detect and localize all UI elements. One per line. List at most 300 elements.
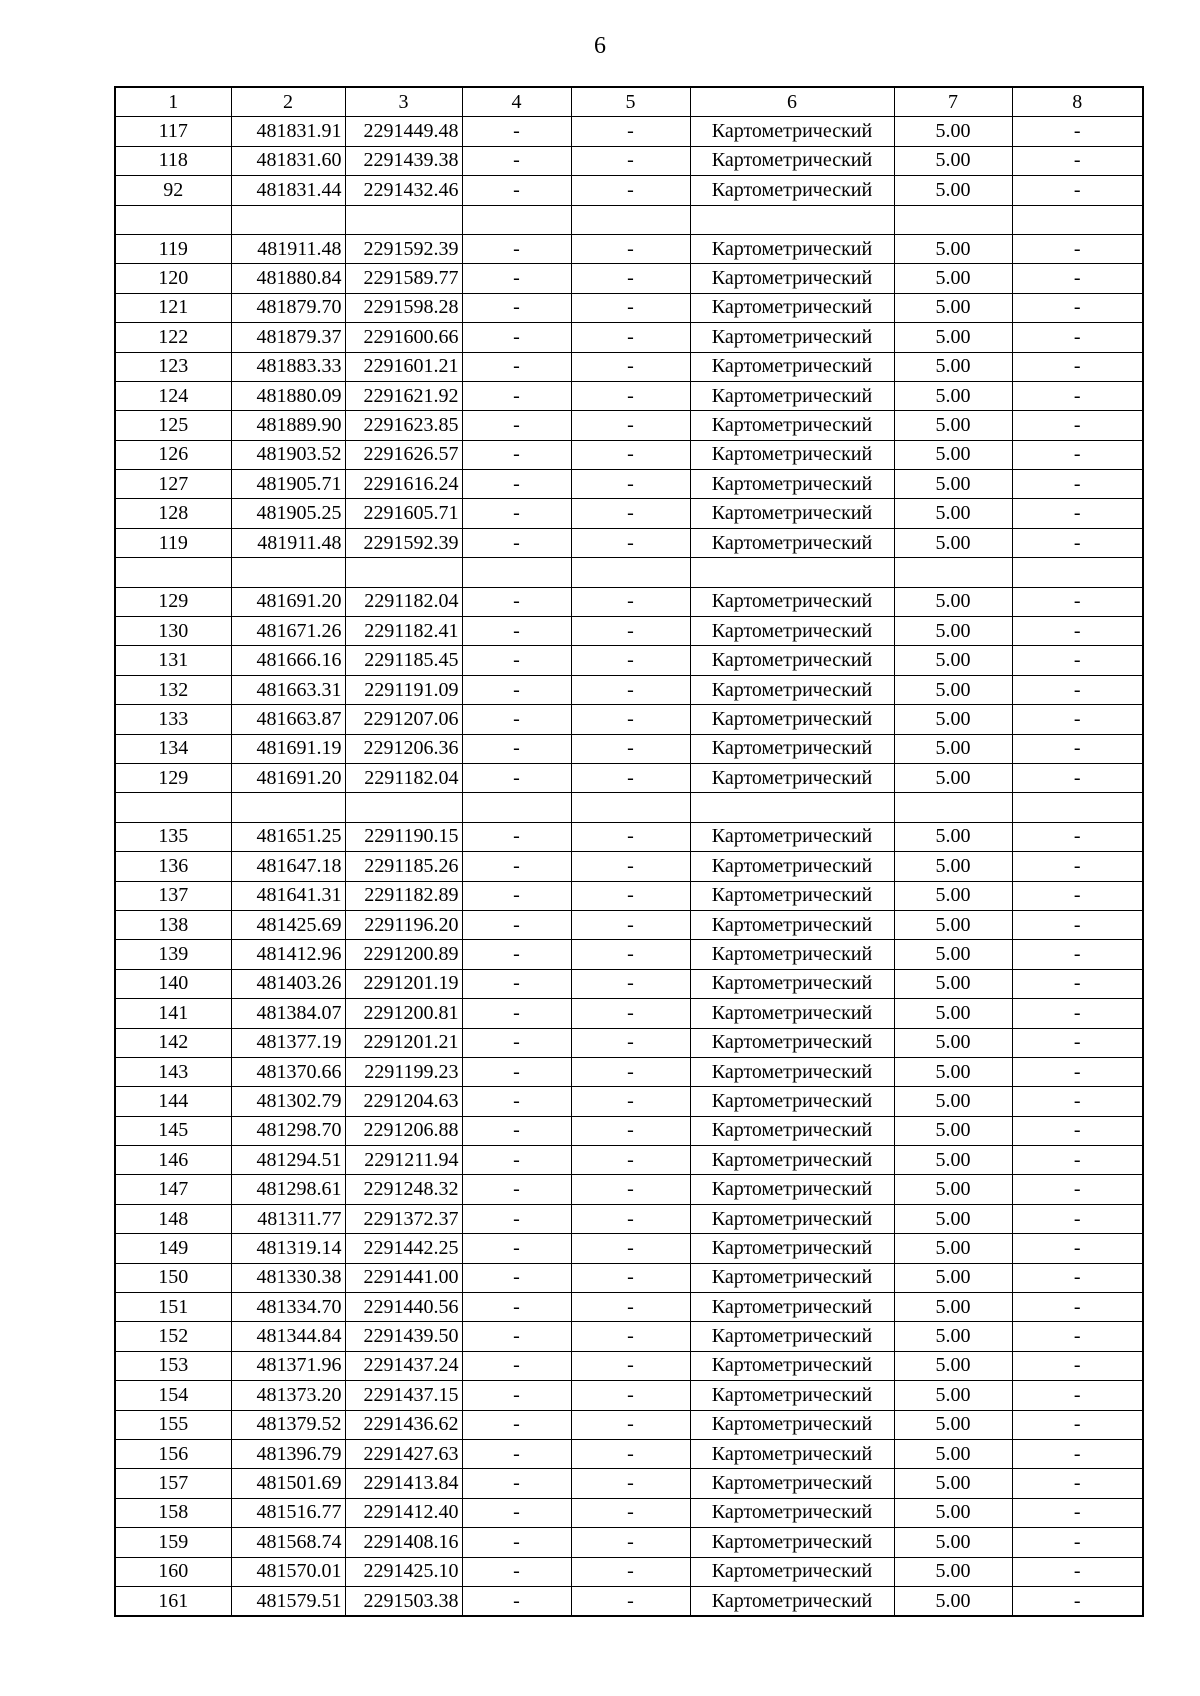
col4-cell [462, 793, 571, 822]
method-cell: Картометрический [690, 1116, 894, 1145]
col4-cell: - [462, 646, 571, 675]
col8-cell [1012, 205, 1143, 234]
col5-cell [571, 793, 690, 822]
col5-cell: - [571, 440, 690, 469]
col4-cell: - [462, 1586, 571, 1616]
point-number-cell: 158 [115, 1498, 231, 1527]
col5-cell: - [571, 763, 690, 792]
x-coordinate-cell: 481294.51 [231, 1146, 345, 1175]
y-coordinate-cell: 2291191.09 [345, 675, 462, 704]
table-row [115, 999, 1143, 1028]
col4-cell: - [462, 293, 571, 322]
y-coordinate-cell: 2291449.48 [345, 117, 462, 146]
table-row [115, 1586, 1143, 1616]
point-number-cell: 125 [115, 411, 231, 440]
y-coordinate-cell: 2291616.24 [345, 470, 462, 499]
col4-cell: - [462, 1293, 571, 1322]
y-coordinate-cell: 2291601.21 [345, 352, 462, 381]
y-coordinate-cell: 2291442.25 [345, 1234, 462, 1263]
x-coordinate-cell: 481396.79 [231, 1439, 345, 1468]
table-row [115, 411, 1143, 440]
point-number-cell: 126 [115, 440, 231, 469]
col5-cell: - [571, 352, 690, 381]
col5-cell: - [571, 528, 690, 557]
point-number-cell: 155 [115, 1410, 231, 1439]
y-coordinate-cell: 2291185.45 [345, 646, 462, 675]
method-cell [690, 558, 894, 587]
col5-cell: - [571, 293, 690, 322]
x-coordinate-cell: 481880.09 [231, 381, 345, 410]
col8-cell: - [1012, 1528, 1143, 1557]
x-coordinate-cell: 481879.70 [231, 293, 345, 322]
col8-cell: - [1012, 940, 1143, 969]
table-row [115, 205, 1143, 234]
col4-cell [462, 205, 571, 234]
col5-cell: - [571, 1381, 690, 1410]
accuracy-cell: 5.00 [894, 1322, 1012, 1351]
method-cell: Картометрический [690, 705, 894, 734]
method-cell: Картометрический [690, 1498, 894, 1527]
point-number-cell: 161 [115, 1586, 231, 1616]
col4-cell: - [462, 940, 571, 969]
col8-cell: - [1012, 999, 1143, 1028]
table-row [115, 1557, 1143, 1586]
method-cell: Картометрический [690, 1351, 894, 1380]
table-row [115, 1057, 1143, 1086]
col4-cell: - [462, 1557, 571, 1586]
method-cell: Картометрический [690, 1469, 894, 1498]
point-number-cell: 152 [115, 1322, 231, 1351]
point-number-cell: 151 [115, 1293, 231, 1322]
table-row [115, 146, 1143, 175]
point-number-cell: 153 [115, 1351, 231, 1380]
method-cell: Картометрический [690, 1234, 894, 1263]
accuracy-cell [894, 558, 1012, 587]
col5-cell: - [571, 1322, 690, 1351]
col5-cell: - [571, 1586, 690, 1616]
method-cell: Картометрический [690, 470, 894, 499]
col8-cell: - [1012, 852, 1143, 881]
col8-cell: - [1012, 1116, 1143, 1145]
point-number-cell: 141 [115, 999, 231, 1028]
x-coordinate-cell: 481298.61 [231, 1175, 345, 1204]
point-number-cell: 119 [115, 528, 231, 557]
col5-cell: - [571, 499, 690, 528]
method-cell: Картометрический [690, 1439, 894, 1468]
accuracy-cell: 5.00 [894, 234, 1012, 263]
col5-cell: - [571, 1116, 690, 1145]
method-cell: Картометрический [690, 1557, 894, 1586]
col8-cell: - [1012, 617, 1143, 646]
x-coordinate-cell: 481671.26 [231, 617, 345, 646]
method-cell: Картометрический [690, 1057, 894, 1086]
col8-cell: - [1012, 1175, 1143, 1204]
table-row [115, 352, 1143, 381]
point-number-cell: 130 [115, 617, 231, 646]
col8-cell: - [1012, 1263, 1143, 1292]
x-coordinate-cell: 481651.25 [231, 822, 345, 851]
col5-cell: - [571, 1439, 690, 1468]
accuracy-cell: 5.00 [894, 1351, 1012, 1380]
accuracy-cell: 5.00 [894, 1293, 1012, 1322]
table-row [115, 558, 1143, 587]
col8-cell: - [1012, 734, 1143, 763]
point-number-cell: 143 [115, 1057, 231, 1086]
col4-cell: - [462, 1381, 571, 1410]
point-number-cell: 118 [115, 146, 231, 175]
col4-cell: - [462, 881, 571, 910]
y-coordinate-cell: 2291211.94 [345, 1146, 462, 1175]
accuracy-cell: 5.00 [894, 705, 1012, 734]
x-coordinate-cell: 481330.38 [231, 1263, 345, 1292]
accuracy-cell: 5.00 [894, 264, 1012, 293]
col8-cell: - [1012, 440, 1143, 469]
col5-cell: - [571, 852, 690, 881]
col8-cell: - [1012, 1351, 1143, 1380]
point-number-cell: 133 [115, 705, 231, 734]
col8-cell: - [1012, 1498, 1143, 1527]
y-coordinate-cell: 2291206.88 [345, 1116, 462, 1145]
col8-cell: - [1012, 411, 1143, 440]
method-cell: Картометрический [690, 1175, 894, 1204]
table-row [115, 117, 1143, 146]
col5-cell: - [571, 1204, 690, 1233]
col8-cell: - [1012, 470, 1143, 499]
col8-cell: - [1012, 499, 1143, 528]
table-row [115, 587, 1143, 616]
table-row [115, 705, 1143, 734]
table-row [115, 499, 1143, 528]
accuracy-cell: 5.00 [894, 881, 1012, 910]
accuracy-cell: 5.00 [894, 999, 1012, 1028]
col5-cell: - [571, 1528, 690, 1557]
y-coordinate-cell: 2291436.62 [345, 1410, 462, 1439]
x-coordinate-cell: 481666.16 [231, 646, 345, 675]
y-coordinate-cell: 2291605.71 [345, 499, 462, 528]
accuracy-cell: 5.00 [894, 323, 1012, 352]
col5-cell: - [571, 1498, 690, 1527]
y-coordinate-cell [345, 558, 462, 587]
table-row [115, 1204, 1143, 1233]
table-row [115, 1116, 1143, 1145]
point-number-cell: 135 [115, 822, 231, 851]
col8-cell [1012, 558, 1143, 587]
col5-cell: - [571, 969, 690, 998]
y-coordinate-cell: 2291372.37 [345, 1204, 462, 1233]
x-coordinate-cell: 481298.70 [231, 1116, 345, 1145]
accuracy-cell: 5.00 [894, 910, 1012, 939]
method-cell: Картометрический [690, 852, 894, 881]
x-coordinate-cell: 481568.74 [231, 1528, 345, 1557]
accuracy-cell: 5.00 [894, 1498, 1012, 1527]
col5-cell: - [571, 176, 690, 205]
method-cell: Картометрический [690, 234, 894, 263]
col4-cell: - [462, 969, 571, 998]
col5-cell [571, 558, 690, 587]
point-number-cell: 131 [115, 646, 231, 675]
y-coordinate-cell: 2291412.40 [345, 1498, 462, 1527]
x-coordinate-cell [231, 205, 345, 234]
col4-cell: - [462, 1469, 571, 1498]
col5-cell: - [571, 999, 690, 1028]
col8-cell: - [1012, 381, 1143, 410]
col8-cell: - [1012, 1146, 1143, 1175]
col4-cell: - [462, 470, 571, 499]
col8-cell: - [1012, 176, 1143, 205]
col4-cell: - [462, 234, 571, 263]
point-number-cell [115, 793, 231, 822]
x-coordinate-cell: 481831.44 [231, 176, 345, 205]
table-row [115, 940, 1143, 969]
x-coordinate-cell: 481371.96 [231, 1351, 345, 1380]
accuracy-cell: 5.00 [894, 646, 1012, 675]
accuracy-cell: 5.00 [894, 1410, 1012, 1439]
accuracy-cell: 5.00 [894, 587, 1012, 616]
col4-cell: - [462, 117, 571, 146]
accuracy-cell: 5.00 [894, 617, 1012, 646]
method-cell: Картометрический [690, 1528, 894, 1557]
accuracy-cell: 5.00 [894, 1175, 1012, 1204]
table-row [115, 1498, 1143, 1527]
accuracy-cell: 5.00 [894, 146, 1012, 175]
accuracy-cell: 5.00 [894, 675, 1012, 704]
col5-cell: - [571, 234, 690, 263]
y-coordinate-cell: 2291182.04 [345, 587, 462, 616]
col8-cell: - [1012, 969, 1143, 998]
point-number-cell: 139 [115, 940, 231, 969]
point-number-cell: 146 [115, 1146, 231, 1175]
point-number-cell: 149 [115, 1234, 231, 1263]
accuracy-cell: 5.00 [894, 1028, 1012, 1057]
col8-cell: - [1012, 1087, 1143, 1116]
table-row [115, 234, 1143, 263]
col5-cell: - [571, 734, 690, 763]
method-cell: Картометрический [690, 1028, 894, 1057]
accuracy-cell: 5.00 [894, 293, 1012, 322]
y-coordinate-cell: 2291413.84 [345, 1469, 462, 1498]
table-row [115, 646, 1143, 675]
x-coordinate-cell: 481903.52 [231, 440, 345, 469]
col4-cell: - [462, 1498, 571, 1527]
y-coordinate-cell: 2291589.77 [345, 264, 462, 293]
method-cell: Картометрический [690, 1293, 894, 1322]
col4-cell: - [462, 1263, 571, 1292]
method-cell: Картометрический [690, 1146, 894, 1175]
x-coordinate-cell: 481663.31 [231, 675, 345, 704]
table-row [115, 852, 1143, 881]
y-coordinate-cell: 2291182.89 [345, 881, 462, 910]
col4-cell: - [462, 910, 571, 939]
col8-cell: - [1012, 264, 1143, 293]
y-coordinate-cell: 2291439.38 [345, 146, 462, 175]
method-cell: Картометрический [690, 146, 894, 175]
x-coordinate-cell: 481570.01 [231, 1557, 345, 1586]
x-coordinate-cell: 481889.90 [231, 411, 345, 440]
table-row [115, 1087, 1143, 1116]
col4-cell: - [462, 587, 571, 616]
col5-cell: - [571, 1557, 690, 1586]
y-coordinate-cell: 2291439.50 [345, 1322, 462, 1351]
col4-cell: - [462, 323, 571, 352]
point-number-cell: 132 [115, 675, 231, 704]
y-coordinate-cell: 2291621.92 [345, 381, 462, 410]
col5-cell: - [571, 940, 690, 969]
col8-cell: - [1012, 910, 1143, 939]
method-cell: Картометрический [690, 176, 894, 205]
y-coordinate-cell: 2291190.15 [345, 822, 462, 851]
x-coordinate-cell: 481379.52 [231, 1410, 345, 1439]
x-coordinate-cell: 481319.14 [231, 1234, 345, 1263]
col8-cell: - [1012, 1410, 1143, 1439]
col5-cell: - [571, 1469, 690, 1498]
table-row [115, 1469, 1143, 1498]
y-coordinate-cell: 2291200.81 [345, 999, 462, 1028]
col5-cell: - [571, 323, 690, 352]
y-coordinate-cell: 2291182.04 [345, 763, 462, 792]
x-coordinate-cell: 481302.79 [231, 1087, 345, 1116]
col4-cell: - [462, 1410, 571, 1439]
table-row [115, 323, 1143, 352]
col4-cell: - [462, 852, 571, 881]
col8-cell: - [1012, 881, 1143, 910]
column-header: 3 [345, 87, 462, 117]
method-cell: Картометрический [690, 440, 894, 469]
point-number-cell: 129 [115, 763, 231, 792]
point-number-cell: 140 [115, 969, 231, 998]
accuracy-cell: 5.00 [894, 763, 1012, 792]
col5-cell: - [571, 675, 690, 704]
accuracy-cell: 5.00 [894, 1528, 1012, 1557]
table-row [115, 470, 1143, 499]
col4-cell: - [462, 1175, 571, 1204]
y-coordinate-cell: 2291207.06 [345, 705, 462, 734]
column-header: 4 [462, 87, 571, 117]
table-row [115, 763, 1143, 792]
accuracy-cell: 5.00 [894, 852, 1012, 881]
col5-cell: - [571, 1293, 690, 1322]
coordinates-table [114, 86, 1144, 1617]
accuracy-cell: 5.00 [894, 1381, 1012, 1410]
method-cell: Картометрический [690, 352, 894, 381]
table-row [115, 528, 1143, 557]
accuracy-cell: 5.00 [894, 352, 1012, 381]
method-cell: Картометрический [690, 293, 894, 322]
table-row [115, 176, 1143, 205]
col4-cell: - [462, 999, 571, 1028]
y-coordinate-cell: 2291206.36 [345, 734, 462, 763]
col8-cell: - [1012, 1057, 1143, 1086]
column-header: 7 [894, 87, 1012, 117]
col4-cell: - [462, 352, 571, 381]
accuracy-cell: 5.00 [894, 117, 1012, 146]
x-coordinate-cell: 481641.31 [231, 881, 345, 910]
col5-cell: - [571, 617, 690, 646]
column-header: 1 [115, 87, 231, 117]
accuracy-cell: 5.00 [894, 1057, 1012, 1086]
y-coordinate-cell: 2291425.10 [345, 1557, 462, 1586]
col4-cell: - [462, 1204, 571, 1233]
accuracy-cell [894, 205, 1012, 234]
table-row [115, 1381, 1143, 1410]
y-coordinate-cell: 2291437.15 [345, 1381, 462, 1410]
col8-cell: - [1012, 117, 1143, 146]
method-cell: Картометрический [690, 117, 894, 146]
page-number: 6 [594, 33, 606, 59]
y-coordinate-cell: 2291432.46 [345, 176, 462, 205]
x-coordinate-cell: 481911.48 [231, 528, 345, 557]
col5-cell: - [571, 264, 690, 293]
col4-cell: - [462, 1439, 571, 1468]
table-row [115, 264, 1143, 293]
x-coordinate-cell: 481373.20 [231, 1381, 345, 1410]
col4-cell: - [462, 1146, 571, 1175]
table-row [115, 381, 1143, 410]
method-cell: Картометрический [690, 1087, 894, 1116]
table-row [115, 1322, 1143, 1351]
x-coordinate-cell: 481516.77 [231, 1498, 345, 1527]
method-cell: Картометрический [690, 411, 894, 440]
col4-cell: - [462, 675, 571, 704]
col4-cell: - [462, 176, 571, 205]
col5-cell: - [571, 1057, 690, 1086]
method-cell: Картометрический [690, 999, 894, 1028]
col8-cell: - [1012, 675, 1143, 704]
x-coordinate-cell: 481334.70 [231, 1293, 345, 1322]
table-row [115, 1263, 1143, 1292]
x-coordinate-cell: 481412.96 [231, 940, 345, 969]
col4-cell: - [462, 1028, 571, 1057]
table-row [115, 440, 1143, 469]
col8-cell: - [1012, 146, 1143, 175]
accuracy-cell: 5.00 [894, 1469, 1012, 1498]
method-cell: Картометрический [690, 499, 894, 528]
y-coordinate-cell: 2291600.66 [345, 323, 462, 352]
table-row [115, 1146, 1143, 1175]
x-coordinate-cell [231, 793, 345, 822]
column-header: 8 [1012, 87, 1143, 117]
col4-cell: - [462, 1351, 571, 1380]
col8-cell: - [1012, 1028, 1143, 1057]
point-number-cell: 121 [115, 293, 231, 322]
col5-cell: - [571, 411, 690, 440]
method-cell: Картометрический [690, 617, 894, 646]
y-coordinate-cell: 2291248.32 [345, 1175, 462, 1204]
col4-cell: - [462, 734, 571, 763]
x-coordinate-cell: 481831.60 [231, 146, 345, 175]
col8-cell [1012, 793, 1143, 822]
x-coordinate-cell: 481905.25 [231, 499, 345, 528]
col5-cell: - [571, 1351, 690, 1380]
column-header: 5 [571, 87, 690, 117]
col8-cell: - [1012, 352, 1143, 381]
x-coordinate-cell: 481691.20 [231, 587, 345, 616]
col5-cell: - [571, 587, 690, 616]
col5-cell: - [571, 1263, 690, 1292]
point-number-cell: 117 [115, 117, 231, 146]
col5-cell: - [571, 1146, 690, 1175]
col4-cell: - [462, 264, 571, 293]
method-cell: Картометрический [690, 646, 894, 675]
x-coordinate-cell: 481384.07 [231, 999, 345, 1028]
method-cell: Картометрический [690, 381, 894, 410]
col5-cell: - [571, 881, 690, 910]
col4-cell: - [462, 1057, 571, 1086]
accuracy-cell: 5.00 [894, 176, 1012, 205]
col5-cell: - [571, 705, 690, 734]
x-coordinate-cell: 481377.19 [231, 1028, 345, 1057]
method-cell: Картометрический [690, 1322, 894, 1351]
col8-cell: - [1012, 1204, 1143, 1233]
